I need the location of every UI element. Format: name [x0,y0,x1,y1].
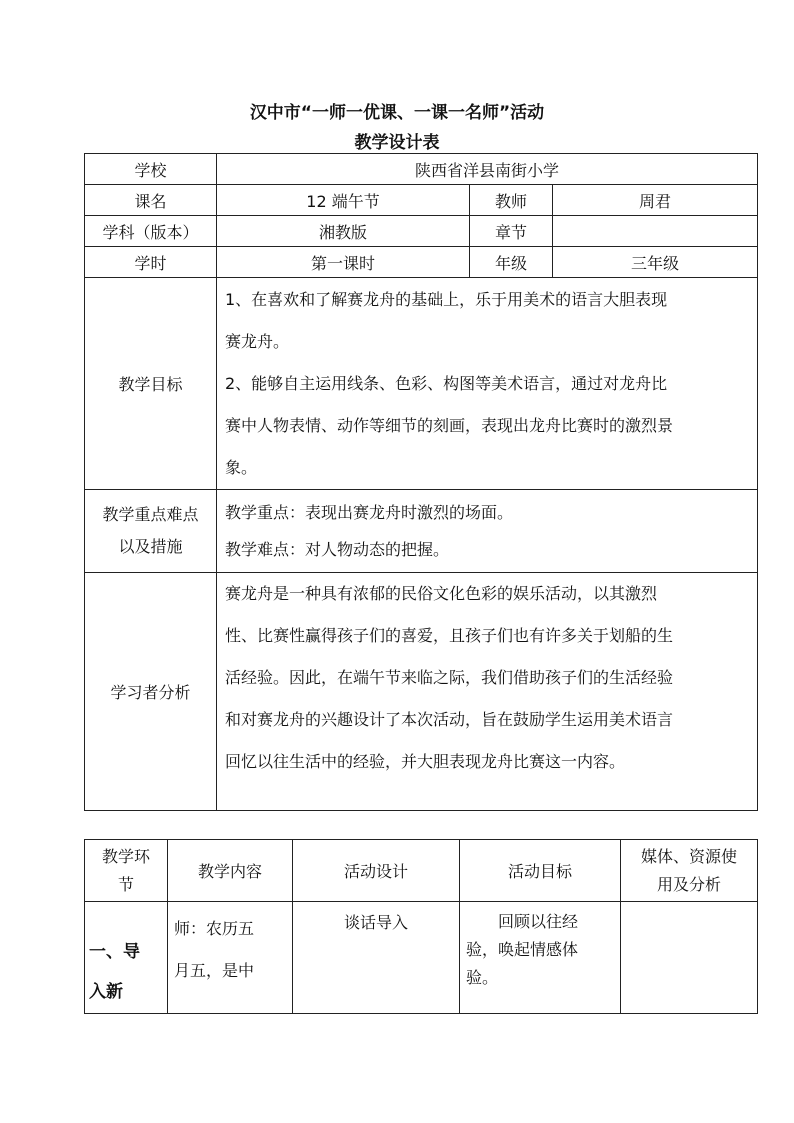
period-label: 学时 [85,247,217,278]
goals-line: 2、能够自主运用线条、色彩、构图等美术语言，通过对龙舟比 [225,373,668,393]
row-stage [85,902,168,1014]
lesson-info-table [84,153,758,811]
header-media-line: 媒体、资源使 [640,846,737,866]
header-activity: 活动设计 [293,840,460,902]
learners-label: 学习者分析 [85,573,217,811]
row-activity: 谈话导入 [293,902,460,1014]
learners-line: 赛龙舟是一种具有浓郁的民俗文化色彩的娱乐活动，以其激烈 [225,584,658,603]
grade-label: 年级 [470,247,553,278]
header-media [621,840,758,902]
header-stage-line: 教学环 [101,846,150,866]
row-stage-line: 一、导 [89,942,140,962]
keypoints-label-line: 以及措施 [118,537,183,556]
goals-content [217,278,758,490]
row-content-line: 师：农历五 [174,919,255,938]
learners-line: 回忆以往生活中的经验，并大胆表现龙舟比赛这一内容。 [225,752,626,771]
row-media [621,902,758,1014]
learners-line: 活经验。因此，在端午节来临之际，我们借助孩子们的生活经验 [225,668,674,687]
row-goal [460,902,621,1014]
header-content: 教学内容 [168,840,293,902]
goals-line: 1、在喜欢和了解赛龙舟的基础上，乐于用美术的语言大胆表现 [225,289,668,309]
learners-line: 性、比赛性赢得孩子们的喜爱，且孩子们也有许多关于划船的生 [225,626,674,645]
header-stage [85,840,168,902]
lesson-value: 12 端午节 [217,185,470,216]
row-stage-line: 入新 [89,982,123,1002]
row-content-line: 月五，是中 [174,961,255,980]
grade-value: 三年级 [553,247,758,278]
row-content [168,902,293,1014]
keypoints-line: 教学难点：对人物动态的把握。 [225,540,450,559]
row-goal-line: 验，唤起情感体 [466,940,579,959]
chapter-value [553,216,758,247]
keypoints-label-line: 教学重点难点 [102,505,199,524]
lesson-label: 课名 [85,185,217,216]
teacher-value: 周君 [553,185,758,216]
document-title: 汉中市“一师一优课、一课一名师”活动 [249,103,545,123]
subject-value: 湘教版 [217,216,470,247]
goals-line: 赛中人物表情、动作等细节的刻画，表现出龙舟比赛时的激烈景 [225,415,674,435]
teacher-label: 教师 [470,185,553,216]
school-value: 陕西省洋县南街小学 [217,154,758,185]
goals-line: 象。 [225,457,258,477]
teaching-process-table [84,839,758,1014]
learners-line: 和对赛龙舟的兴趣设计了本次活动，旨在鼓励学生运用美术语言 [225,710,674,729]
document-subtitle: 教学设计表 [354,133,440,153]
keypoints-line: 教学重点：表现出赛龙舟时激烈的场面。 [225,503,514,522]
header-stage-line: 节 [117,874,134,894]
subject-label: 学科（版本） [85,216,217,247]
chapter-label: 章节 [470,216,553,247]
header-media-line: 用及分析 [656,874,721,894]
goals-line: 赛龙舟。 [225,331,290,351]
keypoints-content [217,490,758,573]
row-goal-line: 验。 [466,968,499,987]
goals-label: 教学目标 [85,278,217,490]
learners-content [217,573,758,811]
period-value: 第一课时 [217,247,470,278]
header-goal: 活动目标 [460,840,621,902]
school-label: 学校 [85,154,217,185]
keypoints-label [85,490,217,573]
row-goal-line: 回顾以往经 [498,912,579,931]
